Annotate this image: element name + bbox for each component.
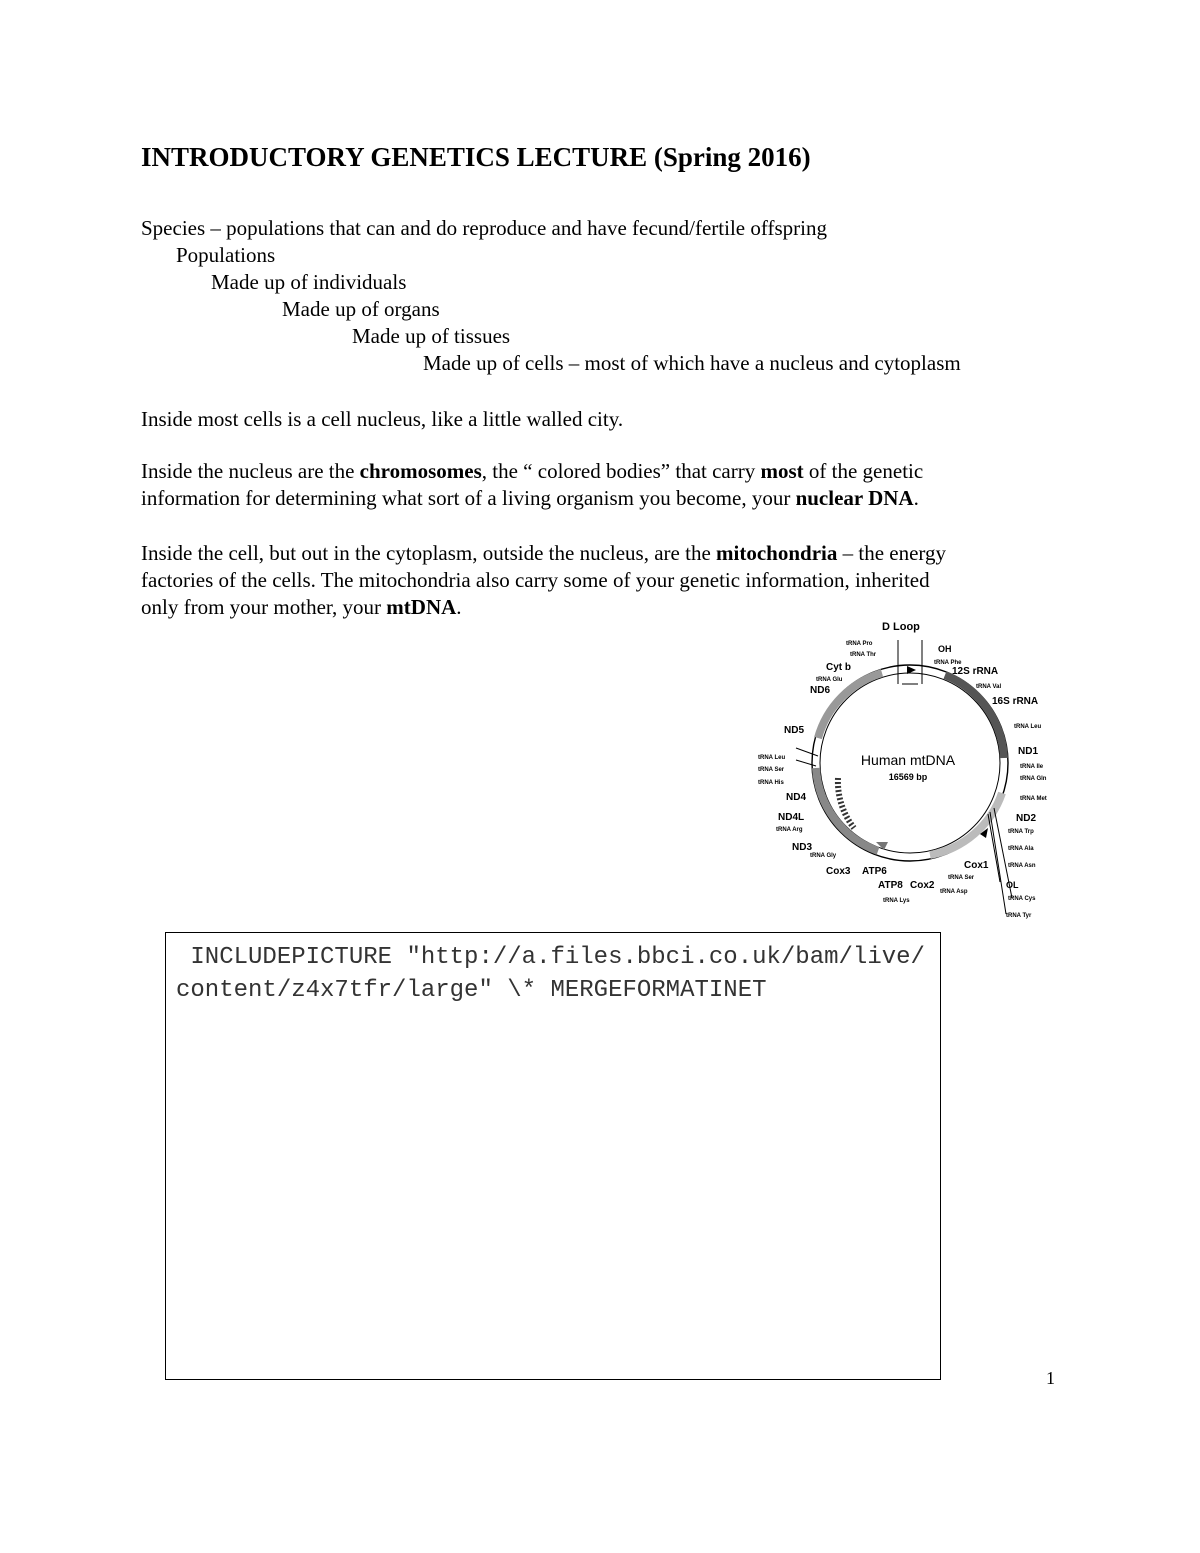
label-trna-ile: tRNA Ile <box>1020 764 1044 770</box>
label-atp8: ATP8 <box>878 880 903 891</box>
label-trna-asp: tRNA Asp <box>940 889 968 895</box>
label-trna-trp: tRNA Trp <box>1008 829 1034 835</box>
label-nd4: ND4 <box>786 792 807 803</box>
label-cytb: Cyt b <box>826 662 851 673</box>
label-trna-gln: tRNA Gln <box>1020 776 1047 782</box>
label-12s-rrna: 12S rRNA <box>952 666 999 677</box>
label-trna-ser-2: tRNA Ser <box>948 875 975 881</box>
label-trna-ala: tRNA Ala <box>1008 846 1034 852</box>
paragraph-chromosomes-line-1 <box>141 458 923 485</box>
text-run: of the genetic <box>803 459 924 483</box>
label-trna-arg: tRNA Arg <box>776 827 803 833</box>
label-trna-lys: tRNA Lys <box>883 898 910 904</box>
label-trna-tyr: tRNA Tyr <box>1006 913 1032 919</box>
term-nuclear-dna: nuclear DNA <box>795 486 914 510</box>
text-run: Inside the cell, but out in the cytoplasm, outside the nucleus, are the <box>141 541 717 565</box>
leader-line <box>988 814 1000 882</box>
label-dloop: D Loop <box>882 621 920 633</box>
label-trna-ser-1: tRNA Ser <box>758 767 785 773</box>
hierarchy-tissues: Made up of tissues <box>352 324 511 348</box>
hierarchy-populations: Populations <box>176 243 276 267</box>
paragraph-chromosomes-line-2 <box>141 485 923 512</box>
paragraph-mitochondria <box>141 540 946 621</box>
label-trna-asn: tRNA Asn <box>1008 863 1036 869</box>
text-run: Inside the nucleus are the <box>141 459 360 483</box>
label-nd4l: ND4L <box>778 812 805 823</box>
label-trna-phe: tRNA Phe <box>934 660 962 666</box>
label-trna-cys: tRNA Cys <box>1008 896 1036 902</box>
label-cox2: Cox2 <box>910 880 935 891</box>
image-placeholder-box <box>165 932 941 1380</box>
label-cox1: Cox1 <box>964 860 989 871</box>
label-nd5: ND5 <box>784 725 805 736</box>
label-16s-rrna: 16S rRNA <box>992 696 1039 707</box>
hierarchy-species: Species – populations that can and do reproduce and have fecund/fertile offspring <box>141 216 827 240</box>
label-ol: OL <box>1006 880 1019 890</box>
text-run: . <box>913 486 919 510</box>
paragraph-nucleus: Inside most cells is a cell nucleus, like a little walled city. <box>141 407 624 431</box>
paragraph-mitochondria-line-1 <box>141 540 946 567</box>
term-mitochondria: mitochondria <box>716 541 838 565</box>
hierarchy-organs: Made up of organs <box>282 297 440 321</box>
label-cox3: Cox3 <box>826 866 851 877</box>
term-chromosomes: chromosomes <box>359 459 482 483</box>
field-code-text: INCLUDEPICTURE "http://a.files.bbci.co.uk/bam/live/content/z4x7tfr/large" \* MERGEFORMATINET <box>176 944 925 1004</box>
paragraph-mitochondria-line-2: factories of the cells. The mitochondria also carry some of your genetic information, inherited <box>141 568 930 592</box>
page-number: 1 <box>1046 1368 1055 1388</box>
label-trna-glu: tRNA Glu <box>816 677 843 683</box>
label-trna-thr: tRNA Thr <box>850 652 877 658</box>
label-trna-gly: tRNA Gly <box>810 853 837 859</box>
label-trna-leu-1: tRNA Leu <box>758 755 786 761</box>
label-atp6: ATP6 <box>862 866 887 877</box>
text-run: only from your mother, your <box>141 595 387 619</box>
label-trna-met: tRNA Met <box>1020 796 1047 802</box>
label-nd1: ND1 <box>1018 746 1039 757</box>
label-trna-his: tRNA His <box>758 780 784 786</box>
paragraph-chromosomes <box>141 458 923 512</box>
label-nd6: ND6 <box>810 685 831 696</box>
leader-line <box>796 748 818 756</box>
label-oh: OH <box>938 644 952 654</box>
hierarchy-cells: Made up of cells – most of which have a nucleus and cytoplasm <box>423 351 961 375</box>
center-size: 16569 bp <box>888 772 928 782</box>
text-run: , the “ colored bodies” that carry <box>481 459 761 483</box>
mtdna-diagram <box>750 618 1080 923</box>
paragraph-mitochondria-line-3 <box>141 594 946 621</box>
leader-line <box>796 760 816 766</box>
page-title: INTRODUCTORY GENETICS LECTURE (Spring 2016) <box>141 142 811 172</box>
label-nd2: ND2 <box>1016 813 1037 824</box>
term-most: most <box>760 459 804 483</box>
text-run: information for determining what sort of a living organism you become, your <box>141 486 796 510</box>
text-run: . <box>456 595 462 619</box>
label-trna-val: tRNA Val <box>976 684 1002 690</box>
label-nd3: ND3 <box>792 842 813 853</box>
label-trna-leu-2: tRNA Leu <box>1014 724 1042 730</box>
hierarchy-individuals: Made up of individuals <box>211 270 407 294</box>
label-trna-pro: tRNA Pro <box>846 641 873 647</box>
term-mtdna: mtDNA <box>386 595 457 619</box>
text-run: – the energy <box>837 541 947 565</box>
center-title: Human mtDNA <box>860 752 956 768</box>
